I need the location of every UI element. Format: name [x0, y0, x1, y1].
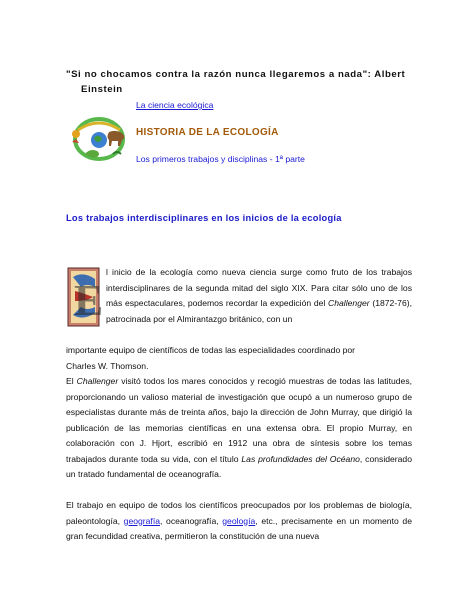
p1-text-a: l inicio de la ecología como nueva ciencia surge como fruto de los trabajos interdisciplinares de la segunda mitad del siglo XIX. Para citar sólo uno de los más espectaculares, podemos recordar la expedición del — [106, 267, 412, 308]
paragraph-2 — [66, 374, 412, 483]
geografia-link[interactable]: geografía — [123, 515, 160, 526]
p2-text-a: visitó todos los mares conocidos y recogió muestras de todas las latitudes, proporcionando un valioso material de investigación que ocupó a un numeroso grupo de especialistas durante más de treinta años, bajo la dirección de John Murray, que dirigió la publicación de las memorias científicas en una extensa obra. El propio Murray, en colaboración con J. Hjort, escribió en 1912 una obra de síntesis sobre los temas trabajados durante toda su vida, con el título — [66, 376, 412, 464]
p3-text-c: , etc., precisamente en un momento de gran fecundidad creativa, permitieron la constitución de una nueva — [66, 515, 412, 541]
drop-cap-e-image — [67, 267, 104, 327]
geologia-link[interactable]: geología — [222, 515, 256, 526]
p2-book-title: Las profundidades del Océano — [241, 453, 360, 464]
subtitle: Los primeros trabajos y disciplinas - 1ª parte — [136, 154, 305, 164]
history-title: HISTORIA DE LA ECOLOGÍA — [136, 127, 279, 138]
p3-text-b: , oceanografía, — [160, 515, 223, 526]
ecology-logo-image — [68, 112, 130, 164]
la-ciencia-ecologica-link[interactable]: La ciencia ecológica — [136, 100, 214, 110]
section-heading: Los trabajos interdisciplinares en los inicios de la ecología — [66, 213, 342, 223]
drop-cap-letter: E — [74, 276, 104, 325]
p1-challenger: Challenger — [328, 298, 370, 308]
p2-lead: El — [66, 376, 77, 386]
p3-text-a: El trabajo en equipo de todos los científicos preocupados por los problemas de biología, paleontología, — [66, 500, 412, 526]
p2-challenger: Challenger — [76, 376, 119, 386]
p1-text-b: (1872-76), patrocinada por el Almirantazgo británico, con un — [106, 298, 412, 324]
p2-text-b: , considerado un tratado fundamental de oceanografía. — [66, 453, 412, 479]
p1-text-d: Charles W. Thomson. — [66, 360, 149, 371]
quote-line-1: "Si no chocamos contra la razón nunca llegaremos a nada": Albert — [66, 69, 406, 80]
paragraph-1-cont — [66, 343, 412, 374]
quote-line-2: Einstein — [81, 84, 123, 95]
paragraph-1-intro — [106, 265, 412, 327]
paragraph-3 — [66, 498, 412, 545]
einstein-quote — [66, 67, 416, 97]
p1-text-c: importante equipo de científicos de todas las especialidades coordinado por — [66, 345, 356, 355]
